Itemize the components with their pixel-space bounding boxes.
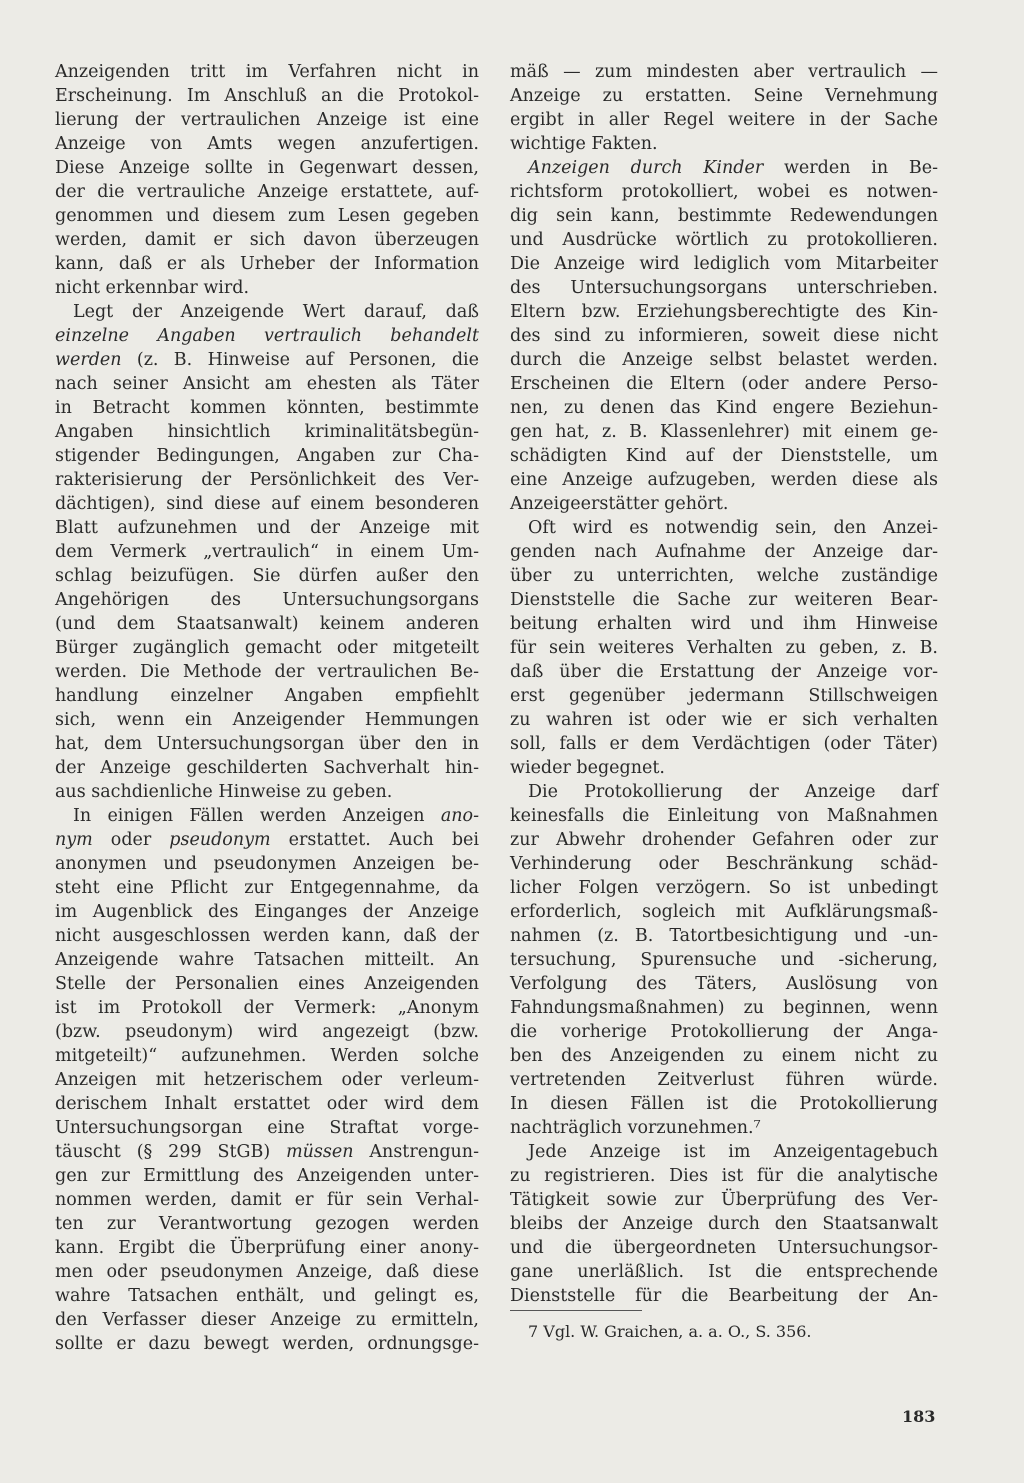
text-line xyxy=(510,108,938,132)
line-text: gane unerläßlich. Ist die entsprechende xyxy=(510,1262,938,1282)
text-line xyxy=(55,588,479,612)
line-text: durch die Anzeige selbst belastet werden. xyxy=(510,350,938,370)
text-line xyxy=(510,228,938,252)
text-line xyxy=(510,996,938,1020)
line-text: sich, wenn ein Anzeigender Hemmungen xyxy=(55,710,479,730)
text-line xyxy=(55,1260,479,1284)
line-text: Jede Anzeige ist im Anzeigentagebuch xyxy=(528,1142,938,1162)
line-text: schädigten Kind auf der Dienststelle, um xyxy=(510,446,938,466)
line-text: erstattet. Auch bei xyxy=(270,830,479,850)
text-line xyxy=(55,276,479,300)
line-text: gen zur Ermittlung des Anzeigenden unter- xyxy=(55,1166,479,1186)
line-text: zu registrieren. Dies ist für die analytische xyxy=(510,1166,938,1186)
text-line xyxy=(510,1068,938,1092)
text-line xyxy=(55,1068,479,1092)
text-line xyxy=(510,780,938,804)
line-text: werden. Die Methode der vertraulichen Be- xyxy=(55,662,479,682)
text-line xyxy=(55,540,479,564)
text-line xyxy=(55,1332,479,1356)
line-text: wichtige Fakten. xyxy=(510,134,658,154)
line-text: Oft wird es notwendig sein, den Anzei- xyxy=(528,518,938,538)
text-line xyxy=(55,300,479,324)
line-text: beitung erhalten wird und ihm Hinweise xyxy=(510,614,938,634)
page-number: 183 xyxy=(902,1407,936,1426)
line-text: soll, falls er dem Verdächtigen (oder Täter) xyxy=(510,734,938,754)
line-text: den Verfasser dieser Anzeige zu ermitteln, xyxy=(55,1310,479,1330)
line-text: des sind zu informieren, soweit diese nicht xyxy=(510,326,938,346)
line-text: kann. Ergibt die Überprüfung einer anony- xyxy=(55,1238,479,1258)
left-text-column xyxy=(55,60,479,1356)
text-line xyxy=(510,1212,938,1236)
text-line xyxy=(55,972,479,996)
line-text: Anstrengun- xyxy=(353,1142,479,1162)
text-line xyxy=(510,84,938,108)
line-text: zur Abwehr drohender Gefahren oder zur xyxy=(510,830,938,850)
line-text: täuscht (§ 299 StGB) xyxy=(55,1142,287,1162)
text-line xyxy=(510,588,938,612)
line-text: erforderlich, sogleich mit Aufklärungsmaß- xyxy=(510,902,938,922)
line-text: zu wahren ist oder wie er sich verhalten xyxy=(510,710,938,730)
text-line xyxy=(55,900,479,924)
text-line xyxy=(510,300,938,324)
line-text: Blatt aufzunehmen und der Anzeige mit xyxy=(55,518,479,538)
text-line xyxy=(55,828,479,852)
line-text: Anzeige zu erstatten. Seine Vernehmung xyxy=(510,86,938,106)
line-text: mäß — zum mindesten aber vertraulich — xyxy=(510,62,938,82)
line-text: Eltern bzw. Erziehungsberechtigte des Kin- xyxy=(510,302,938,322)
line-text: Fahndungsmaßnahmen) zu beginnen, wenn xyxy=(510,998,938,1018)
line-text: schlag beizufügen. Sie dürfen außer den xyxy=(55,566,479,586)
line-text: und Ausdrücke wörtlich zu protokollieren. xyxy=(510,230,938,250)
footnote-rule xyxy=(510,1310,642,1311)
text-line xyxy=(55,804,479,828)
text-line xyxy=(55,204,479,228)
line-text: nen, zu denen das Kind engere Beziehun- xyxy=(510,398,938,418)
line-text: Anzeigeerstätter gehört. xyxy=(510,494,729,514)
text-line xyxy=(510,564,938,588)
line-text: rakterisierung der Persönlichkeit des Ver- xyxy=(55,470,479,490)
line-text: vertretenden Zeitverlust führen würde. xyxy=(510,1070,938,1090)
emphasized-text: einzelne Angaben vertraulich behandelt xyxy=(55,326,479,346)
line-text: lierung der vertraulichen Anzeige ist eine xyxy=(55,110,479,130)
text-line xyxy=(510,1188,938,1212)
text-line xyxy=(510,1260,938,1284)
line-text: Verfolgung des Täters, Auslösung von xyxy=(510,974,938,994)
text-line xyxy=(55,1308,479,1332)
line-text: daß über die Erstattung der Anzeige vor- xyxy=(510,662,938,682)
line-text: mitgeteilt)“ aufzunehmen. Werden solche xyxy=(55,1046,479,1066)
line-text: dächtigen), sind diese auf einem besonderen xyxy=(55,494,479,514)
line-text: nommen werden, damit er für sein Verhal- xyxy=(55,1190,479,1210)
text-line xyxy=(510,972,938,996)
text-line xyxy=(510,1164,938,1188)
text-line xyxy=(55,996,479,1020)
line-text: In diesen Fällen ist die Protokollierung xyxy=(510,1094,938,1114)
line-text: genden nach Aufnahme der Anzeige dar- xyxy=(510,542,938,562)
line-text: hat, dem Untersuchungsorgan über den in xyxy=(55,734,479,754)
line-text: des Untersuchungsorgans unterschrieben. xyxy=(510,278,938,298)
text-line xyxy=(510,180,938,204)
text-line xyxy=(510,756,938,780)
text-line xyxy=(510,204,938,228)
line-text: kann, daß er als Urheber der Information xyxy=(55,254,479,274)
text-line xyxy=(510,156,938,180)
line-text: Die Protokollierung der Anzeige darf xyxy=(528,782,938,802)
text-line xyxy=(55,1164,479,1188)
line-text: oder xyxy=(92,830,170,850)
text-line xyxy=(55,1116,479,1140)
line-text: ergibt in aller Regel weitere in der Sache xyxy=(510,110,938,130)
text-line xyxy=(510,540,938,564)
line-text: eine Anzeige aufzugeben, werden diese als xyxy=(510,470,938,490)
text-line xyxy=(55,1140,479,1164)
text-line xyxy=(55,780,479,804)
text-line xyxy=(55,156,479,180)
text-line xyxy=(510,1140,938,1164)
text-line xyxy=(55,924,479,948)
line-text: Anzeigen mit hetzerischem oder verleum- xyxy=(55,1070,479,1090)
text-line xyxy=(510,660,938,684)
text-line xyxy=(55,1212,479,1236)
text-line xyxy=(510,804,938,828)
line-text: Diese Anzeige sollte in Gegenwart dessen, xyxy=(55,158,479,178)
text-line xyxy=(510,1116,938,1140)
text-line xyxy=(510,924,938,948)
text-line xyxy=(55,948,479,972)
line-text: und die übergeordneten Untersuchungsor- xyxy=(510,1238,938,1258)
line-text: Angehörigen des Untersuchungsorgans xyxy=(55,590,479,610)
line-text: Dienststelle die Sache zur weiteren Bear- xyxy=(510,590,938,610)
emphasized-text: werden xyxy=(55,350,122,370)
line-text: gen hat, z. B. Klassenlehrer) mit einem ge- xyxy=(510,422,938,442)
text-line xyxy=(510,1284,938,1308)
text-line xyxy=(55,252,479,276)
text-line xyxy=(55,564,479,588)
line-text: werden in Be- xyxy=(763,158,938,178)
text-line xyxy=(510,828,938,852)
text-line xyxy=(510,324,938,348)
line-text: (und dem Staatsanwalt) keinem anderen xyxy=(55,614,479,634)
right-text-column xyxy=(510,60,938,1308)
text-line xyxy=(510,1092,938,1116)
line-text: anonymen und pseudonymen Anzeigen be- xyxy=(55,854,479,874)
line-text: aus sachdienliche Hinweise zu geben. xyxy=(55,782,393,802)
text-line xyxy=(510,420,938,444)
line-text: Stelle der Personalien eines Anzeigenden xyxy=(55,974,479,994)
text-line xyxy=(55,876,479,900)
line-text: dem Vermerk „vertraulich“ in einem Um- xyxy=(55,542,479,562)
emphasized-text: pseudonym xyxy=(169,830,271,850)
line-text: Angaben hinsichtlich kriminalitätsbegün- xyxy=(55,422,479,442)
emphasized-text: müssen xyxy=(286,1142,354,1162)
text-line xyxy=(55,108,479,132)
text-line xyxy=(55,708,479,732)
text-line xyxy=(55,324,479,348)
line-text: Anzeige von Amts wegen anzufertigen. xyxy=(55,134,479,154)
line-text: (z. B. Hinweise auf Personen, die xyxy=(121,350,479,370)
text-line xyxy=(510,1020,938,1044)
line-text: tersuchung, Spurensuche und -sicherung, xyxy=(510,950,938,970)
text-line xyxy=(510,276,938,300)
line-text: richtsform protokolliert, wobei es notwen- xyxy=(510,182,938,202)
line-text: Erscheinung. Im Anschluß an die Protokol- xyxy=(55,86,479,106)
text-line xyxy=(55,132,479,156)
text-line xyxy=(510,948,938,972)
line-text: nicht erkennbar wird. xyxy=(55,278,250,298)
text-line xyxy=(510,900,938,924)
line-text: Untersuchungsorgan eine Straftat vorge- xyxy=(55,1118,479,1138)
line-text: nicht ausgeschlossen werden kann, daß der xyxy=(55,926,479,946)
line-text: ten zur Verantwortung gezogen werden xyxy=(55,1214,479,1234)
line-text: Die Anzeige wird lediglich vom Mitarbeiter xyxy=(510,254,938,274)
footnote: 7 Vgl. W. Graichen, a. a. O., S. 356. xyxy=(528,1322,812,1341)
text-line xyxy=(55,492,479,516)
text-line xyxy=(55,420,479,444)
text-line xyxy=(55,1044,479,1068)
text-line xyxy=(510,468,938,492)
text-line xyxy=(510,612,938,636)
line-text: ben des Anzeigenden zu einem nicht zu xyxy=(510,1046,938,1066)
emphasized-text: nym xyxy=(55,830,93,850)
text-line xyxy=(510,396,938,420)
text-line xyxy=(55,1188,479,1212)
text-line xyxy=(510,252,938,276)
emphasized-text: ano- xyxy=(440,806,479,826)
line-text: bleibs der Anzeige durch den Staatsanwalt xyxy=(510,1214,938,1234)
line-text: dig sein kann, bestimmte Redewendungen xyxy=(510,206,938,226)
line-text: Tätigkeit sowie zur Überprüfung des Ver- xyxy=(510,1190,938,1210)
line-text: für sein weiteres Verhalten zu geben, z. B. xyxy=(510,638,938,658)
text-line xyxy=(510,636,938,660)
text-line xyxy=(55,612,479,636)
line-text: wahre Tatsachen enthält, und gelingt es, xyxy=(55,1286,479,1306)
line-text: werden, damit er sich davon überzeugen xyxy=(55,230,479,250)
text-line xyxy=(55,756,479,780)
text-line xyxy=(55,1020,479,1044)
text-line xyxy=(510,852,938,876)
line-text: der die vertrauliche Anzeige erstattete, auf- xyxy=(55,182,479,202)
line-text: nachträglich vorzunehmen.⁷ xyxy=(510,1118,761,1138)
line-text: genommen und diesem zum Lesen gegeben xyxy=(55,206,479,226)
line-text: handlung einzelner Angaben empfiehlt xyxy=(55,686,479,706)
text-line xyxy=(55,396,479,420)
line-text: über zu unterrichten, welche zuständige xyxy=(510,566,938,586)
text-line xyxy=(510,708,938,732)
text-line xyxy=(510,1236,938,1260)
text-line xyxy=(510,60,938,84)
text-line xyxy=(510,348,938,372)
text-line xyxy=(510,132,938,156)
text-line xyxy=(55,348,479,372)
line-text: erst gegenüber jedermann Stillschweigen xyxy=(510,686,938,706)
text-line xyxy=(55,180,479,204)
line-text: Bürger zugänglich gemacht oder mitgeteilt xyxy=(55,638,479,658)
line-text: Verhinderung oder Beschränkung schäd- xyxy=(510,854,938,874)
text-line xyxy=(55,660,479,684)
line-text: Legt der Anzeigende Wert darauf, daß xyxy=(73,302,479,322)
text-line xyxy=(55,84,479,108)
line-text: Anzeigenden tritt im Verfahren nicht in xyxy=(55,62,479,82)
text-line xyxy=(510,876,938,900)
line-text: der Anzeige geschilderten Sachverhalt hin- xyxy=(55,758,479,778)
text-line xyxy=(55,852,479,876)
text-line xyxy=(55,1092,479,1116)
text-line xyxy=(510,732,938,756)
text-line xyxy=(55,684,479,708)
text-line xyxy=(55,1236,479,1260)
line-text: ist im Protokoll der Vermerk: „Anonym xyxy=(55,998,479,1018)
text-line xyxy=(55,636,479,660)
line-text: stigender Bedingungen, Angaben zur Cha- xyxy=(55,446,479,466)
text-line xyxy=(510,372,938,396)
text-line xyxy=(510,684,938,708)
text-line xyxy=(510,1044,938,1068)
line-text: sollte er dazu bewegt werden, ordnungsge- xyxy=(55,1334,479,1354)
line-text: Dienststelle für die Bearbeitung der An- xyxy=(510,1286,938,1306)
line-text: steht eine Pflicht zur Entgegennahme, da xyxy=(55,878,479,898)
text-line xyxy=(510,516,938,540)
line-text: licher Folgen verzögern. So ist unbedingt xyxy=(510,878,938,898)
text-line xyxy=(55,516,479,540)
line-text: (bzw. pseudonym) wird angezeigt (bzw. xyxy=(55,1022,479,1042)
line-text: in Betracht kommen könnten, bestimmte xyxy=(55,398,479,418)
line-text: wieder begegnet. xyxy=(510,758,665,778)
line-text: Erscheinen die Eltern (oder andere Perso- xyxy=(510,374,938,394)
text-line xyxy=(55,372,479,396)
line-text: In einigen Fällen werden Anzeigen xyxy=(73,806,441,826)
text-line xyxy=(55,732,479,756)
text-line xyxy=(55,1284,479,1308)
text-line xyxy=(510,492,938,516)
line-text: Anzeigende wahre Tatsachen mitteilt. An xyxy=(55,950,479,970)
line-text: keinesfalls die Einleitung von Maßnahmen xyxy=(510,806,938,826)
text-line xyxy=(55,60,479,84)
text-line xyxy=(55,468,479,492)
emphasized-text: Anzeigen durch Kinder xyxy=(528,158,764,178)
line-text: die vorherige Protokollierung der Anga- xyxy=(510,1022,938,1042)
line-text: im Augenblick des Einganges der Anzeige xyxy=(55,902,479,922)
line-text: nach seiner Ansicht am ehesten als Täter xyxy=(55,374,479,394)
line-text: nahmen (z. B. Tatortbesichtigung und -un- xyxy=(510,926,938,946)
text-line xyxy=(55,444,479,468)
line-text: derischem Inhalt erstattet oder wird dem xyxy=(55,1094,479,1114)
text-line xyxy=(510,444,938,468)
line-text: men oder pseudonymen Anzeige, daß diese xyxy=(55,1262,479,1282)
text-line xyxy=(55,228,479,252)
